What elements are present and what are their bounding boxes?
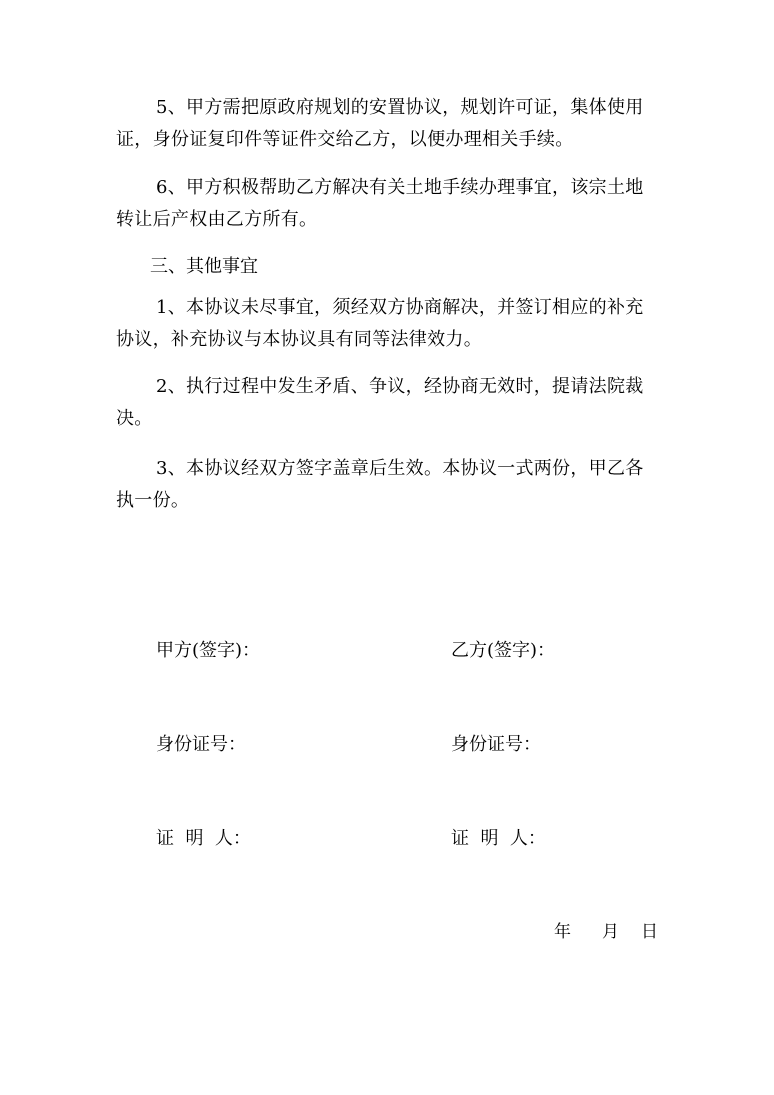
- party-a-id-label: 身份证号：: [156, 734, 246, 755]
- other-item-1: [116, 292, 661, 356]
- other-item-1-text: 1、本协议未尽事宜，须经双方协商解决，并签订相应的补充协议，补充协议与本协议具有同等法律效力。: [116, 297, 644, 350]
- party-a-signature-label: 甲方(签字)：: [156, 640, 261, 661]
- clause-5-text: 5、甲方需把原政府规划的安置协议，规划许可证，集体使用证，身份证复印件等证件交给乙方，以便办理相关手续。: [116, 97, 644, 150]
- date-year: 年: [554, 922, 571, 942]
- party-a-witness-label: 证 明 人：: [156, 828, 251, 849]
- date-month: 月: [602, 922, 619, 942]
- other-item-2: [116, 371, 661, 435]
- clause-5: [116, 92, 661, 156]
- other-item-3-text: 3、本协议经双方签字盖章后生效。本协议一式两份，甲乙各执一份。: [116, 458, 644, 511]
- section-heading: 三、其他事宜: [150, 256, 258, 277]
- party-b-signature-label: 乙方(签字)：: [451, 640, 556, 661]
- date-day: 日: [641, 922, 658, 942]
- clause-6-text: 6、甲方积极帮助乙方解决有关土地手续办理事宜，该宗土地转让后产权由乙方所有。: [116, 177, 644, 230]
- party-b-id-label: 身份证号：: [451, 734, 541, 755]
- clause-6: [116, 172, 661, 236]
- other-item-3: [116, 453, 661, 517]
- other-item-2-text: 2、执行过程中发生矛盾、争议，经协商无效时，提请法院裁决。: [116, 376, 644, 429]
- party-b-witness-label: 证 明 人：: [451, 828, 546, 849]
